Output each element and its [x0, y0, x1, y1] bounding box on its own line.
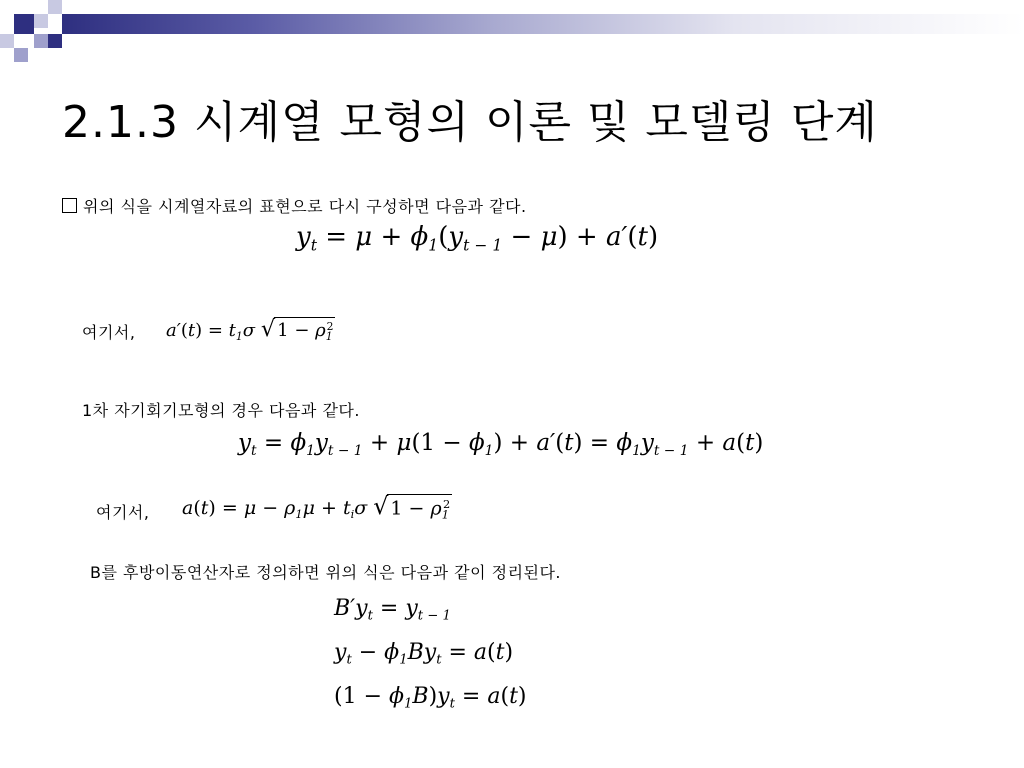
equation-backshift-final: $(1 - \phi_1B)y_t = a(t)$ [334, 684, 527, 712]
deco-square-3 [48, 0, 62, 14]
equation-ar1-expansion: $y_t = \phi_1y_{t - 1} + \mu(1 - \phi_1) + a'(t) = \phi_1y_{t - 1} + a(t)$ [238, 430, 764, 459]
equation-error-def-1: $a'(t) = t_1\sigma$ √ $1 - \rho_1^2$ [166, 316, 334, 343]
ar1-text: 1차 자기회기모형의 경우 다음과 같다. [82, 401, 360, 420]
deco-square-2 [34, 14, 48, 28]
deco-square-4 [34, 34, 48, 48]
intro-text: 위의 식을 시계열자료의 표현으로 다시 구성하면 다음과 같다. [83, 197, 527, 216]
deco-square-5 [48, 34, 62, 48]
slide-title: 2.1.3 시계열 모형의 이론 및 모델링 단계 [62, 97, 878, 148]
equation-backshift-def: $B'y_t = y_{t - 1}$ [334, 596, 451, 624]
equation-backshift-step: $y_t - \phi_1By_t = a(t)$ [334, 640, 514, 668]
where-label-1: 여기서, [82, 323, 136, 342]
deco-square-7 [0, 34, 14, 48]
backshift-text: B를 후방이동연산자로 정의하면 위의 식은 다음과 같이 정리된다. [90, 563, 562, 582]
intro-line [62, 194, 527, 217]
equation-error-def-2: $a(t) = \mu - \rho_1\mu + t_i\sigma$ √ $1 - \rho_1^2$ [182, 492, 451, 521]
header-gradient-bar [62, 14, 1024, 34]
deco-square-1 [14, 14, 34, 34]
where-label-2: 여기서, [96, 503, 150, 522]
deco-square-6 [14, 48, 28, 62]
bullet-square-icon [62, 198, 77, 213]
equation-ar-form: $y_t = \mu + \phi_1(y_{t - 1} - \mu) + a'(t)$ [296, 222, 659, 255]
